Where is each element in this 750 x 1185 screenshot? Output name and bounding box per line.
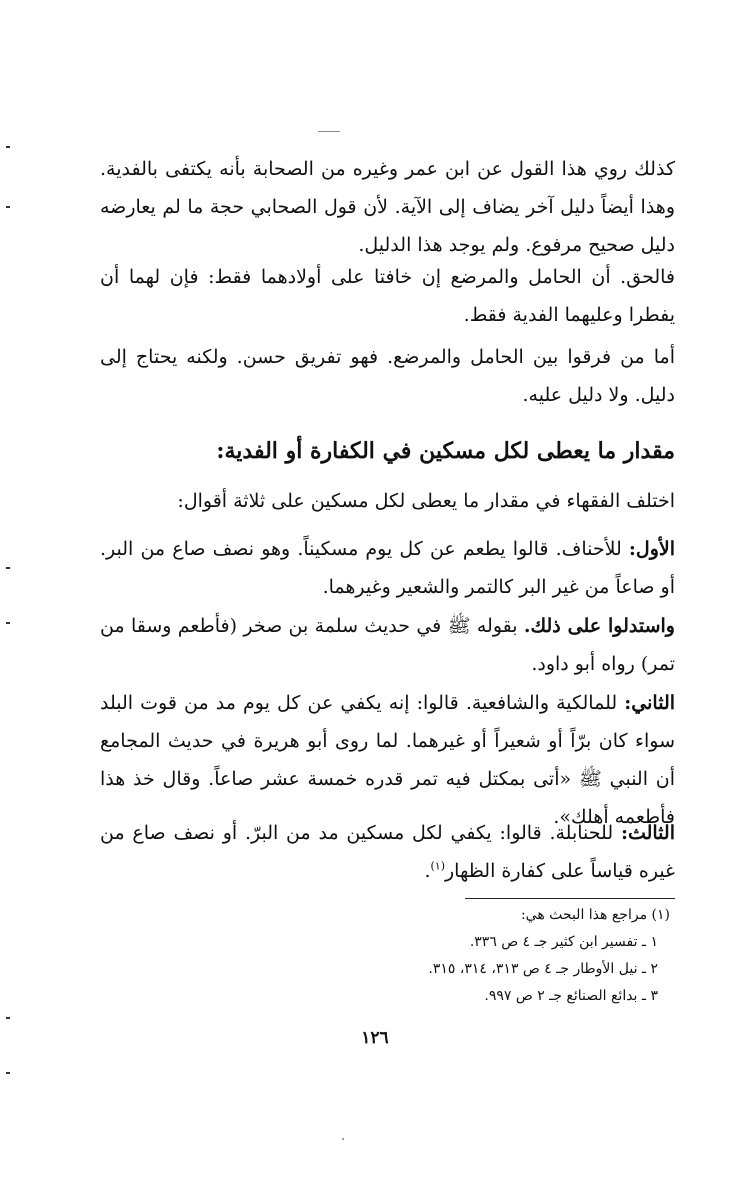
footnote-title: (١) مراجع هذا البحث هي: xyxy=(520,907,670,923)
scan-dot xyxy=(342,1138,344,1140)
footnote-separator xyxy=(465,898,675,899)
evidence-label: واستدلوا على ذلك. xyxy=(523,615,675,637)
opinion-third-text: للحنابلة. قالوا: يكفي لكل مسكين مد من البرّ. أو نصف صاع من غيره قياساً على كفارة الظهار xyxy=(100,822,675,882)
opinion-third: الثالث: للحنابلة. قالوا: يكفي لكل مسكين مد من البرّ. أو نصف صاع من غيره قياساً على كفارة الظهار$^{(١)}$. xyxy=(100,822,675,882)
scan-margin-mark xyxy=(6,1017,10,1019)
evidence-text: بقوله ﷺ في حديث سلمة بن صخر (فأطعم وسقا من تمر) رواه أبو داود. xyxy=(100,615,675,675)
top-mark xyxy=(318,131,340,132)
opinion-second-label: الثاني: xyxy=(624,692,676,714)
opinion-first-label: الأول: xyxy=(628,538,675,560)
opinion-first xyxy=(100,530,675,606)
opinion-first-text: للأحناف. قالوا يطعم عن كل يوم مسكيناً. وهو نصف صاع من البر. أو صاعاً من غير البر كالتمر والشعير وغيرهما. xyxy=(100,538,675,598)
scan-margin-mark xyxy=(6,622,10,624)
paragraph-intro: اختلف الفقهاء في مقدار ما يعطى لكل مسكين على ثلاثة أقوال: xyxy=(177,490,675,512)
scan-margin-mark xyxy=(6,1072,10,1074)
footnote-item: ١ ـ تفسير ابن كثير جـ ٤ ص ٣٣٦. xyxy=(469,934,658,950)
scan-margin-mark xyxy=(6,206,10,208)
footnote-ref: (١) xyxy=(430,859,445,873)
footnote-item: ٢ ـ نيل الأوطار جـ ٤ ص ٣١٣، ٣١٤، ٣١٥. xyxy=(428,961,658,977)
scan-margin-mark xyxy=(6,146,10,148)
paragraph-distinction: أما من فرقوا بين الحامل والمرضع. فهو تفريق حسن. ولكنه يحتاج إلى دليل. ولا دليل عليه. xyxy=(100,346,675,406)
opinion-third-label: الثالث: xyxy=(620,822,675,844)
scan-margin-mark xyxy=(6,567,10,569)
section-heading: مقدار ما يعطى لكل مسكين في الكفارة أو الفدية: xyxy=(216,438,675,464)
opinion-second-text: للمالكية والشافعية. قالوا: إنه يكفي عن كل يوم مد من قوت البلد سواء كان برّاً أو شعيراً أو غيرهما. لما روى أبو هريرة في حديث المجامع أن النبي ﷺ «أتى بمكتل فيه تمر قدره خمسة عشر صاعاً. وقال خذ هذا فأطعمه أهلك». xyxy=(100,692,675,828)
footnotes xyxy=(300,902,670,1010)
paragraph-sahaba-opinion: كذلك روي هذا القول عن ابن عمر وغيره من الصحابة بأنه يكتفى بالفدية. وهذا أيضاً دليل آخر يضاف إلى الآية. لأن قول الصحابي حجة ما لم يعارضه دليل صحيح مرفوع. ولم يوجد هذا الدليل. xyxy=(100,158,675,256)
page-number: ١٢٦ xyxy=(361,1028,389,1048)
footnote-item: ٣ ـ بدائع الصنائع جـ ٢ ص ٩٩٧. xyxy=(484,988,658,1004)
opinion-evidence xyxy=(100,607,675,683)
paragraph-conclusion: فالحق. أن الحامل والمرضع إن خافتا على أولادهما فقط: فإن لهما أن يفطرا وعليهما الفدية فقط. xyxy=(100,266,675,326)
